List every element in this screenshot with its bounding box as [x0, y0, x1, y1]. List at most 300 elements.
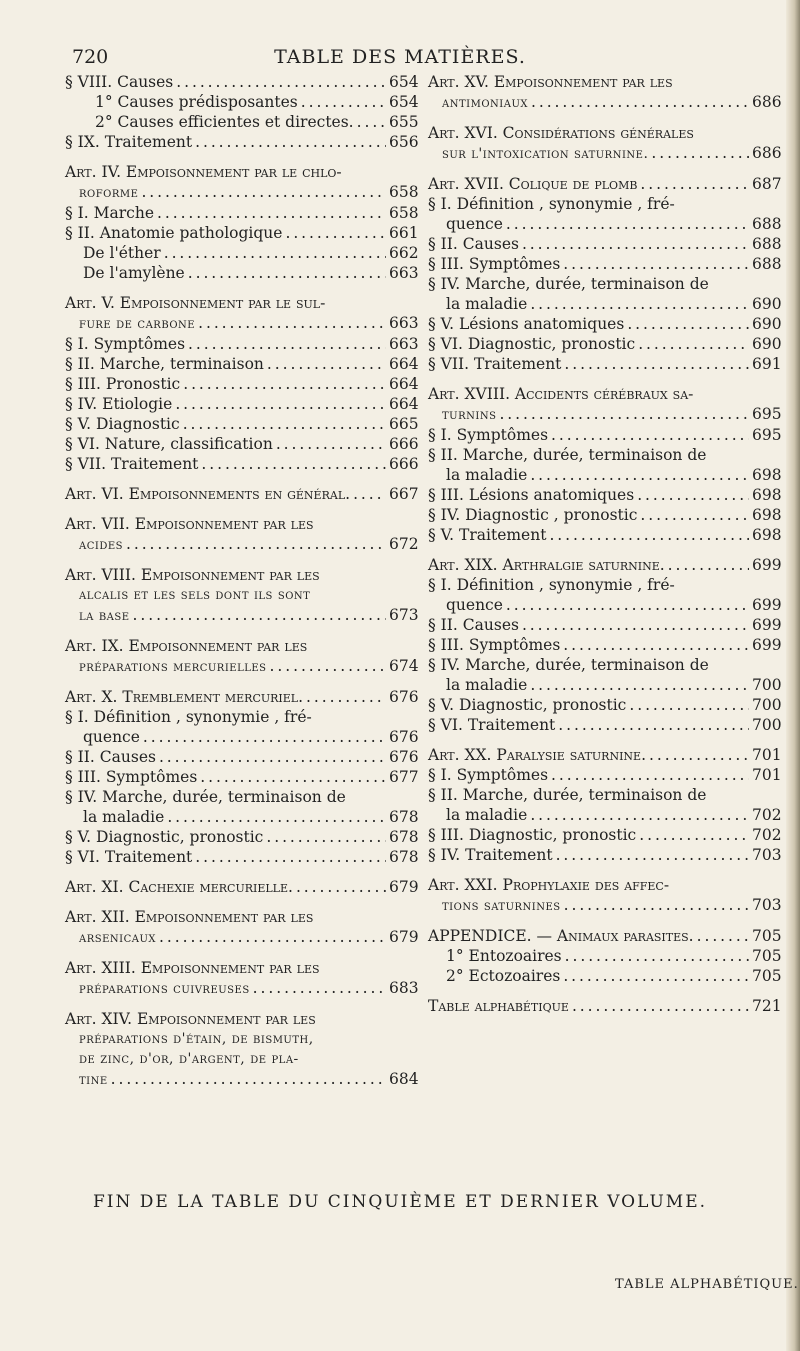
toc-entry — [65, 132, 419, 152]
article-title-line: Art. VIII. Empoisonnement par les — [65, 566, 320, 584]
page-ref: 687 — [752, 175, 782, 193]
leader-dots — [556, 845, 749, 865]
toc-row — [65, 374, 419, 394]
entry-label: § V. Lésions anatomiques — [428, 315, 625, 333]
entry-label: § V. Diagnostic, pronostic — [65, 828, 264, 846]
toc-entry — [65, 827, 419, 847]
toc-row — [428, 996, 782, 1016]
article-title: arsenicaux — [79, 930, 157, 946]
toc-row — [428, 895, 782, 916]
page-ref: 664 — [389, 375, 419, 393]
toc-row — [428, 404, 782, 425]
page-ref: 663 — [389, 264, 419, 282]
leader-dots — [640, 505, 749, 525]
toc-row — [65, 605, 419, 626]
article-title: APPENDICE. — Animaux parasites. — [428, 927, 694, 945]
toc-entry — [65, 394, 419, 414]
leader-dots — [651, 143, 749, 163]
page-ref: 705 — [752, 947, 782, 965]
leader-dots — [530, 294, 749, 314]
leader-dots — [133, 605, 386, 625]
toc-entry — [428, 72, 782, 113]
page-ref: 677 — [389, 768, 419, 786]
toc-entry — [428, 695, 782, 715]
page-ref: 662 — [389, 244, 419, 262]
entry-label: § VII. Traitement — [65, 455, 199, 473]
page-ref: 698 — [752, 486, 782, 504]
toc-entry — [65, 514, 419, 555]
toc-entry — [65, 636, 419, 677]
entry-label: § VII. Traitement — [428, 355, 562, 373]
article-title-line: Art. XVI. Considérations générales — [428, 124, 694, 142]
toc-row — [428, 845, 782, 865]
entry-label: § II. Anatomie pathologique — [65, 224, 283, 242]
toc-entry — [428, 926, 782, 946]
leader-dots — [195, 847, 386, 867]
toc-row — [428, 715, 782, 735]
entry-label: § V. Diagnostic — [65, 415, 180, 433]
entry-label: quence — [83, 728, 140, 746]
section-title-line: § II. Marche, durée, terminaison de — [428, 786, 707, 804]
toc-entry — [65, 747, 419, 767]
leader-dots — [198, 313, 386, 333]
toc-entry — [65, 1009, 419, 1090]
toc-entry — [428, 445, 782, 485]
page-ref: 702 — [752, 826, 782, 844]
toc-entry — [428, 765, 782, 785]
toc-entry — [65, 484, 419, 504]
leader-dots — [306, 687, 386, 707]
article-title: Art. XIX. Arthralgie saturnine. — [428, 556, 665, 574]
page-ref: 666 — [389, 455, 419, 473]
leader-dots — [285, 223, 386, 243]
entry-label: § I. Marche — [65, 204, 155, 222]
end-note: FIN DE LA TABLE DU CINQUIÈME ET DERNIER VOLUME. — [92, 1192, 708, 1212]
article-title: antimoniaux — [442, 95, 528, 111]
toc-entry — [428, 996, 782, 1016]
leader-dots — [167, 807, 386, 827]
entry-label: la maladie — [83, 808, 165, 826]
toc-entry — [65, 293, 419, 334]
toc-entry — [65, 565, 419, 626]
toc-row — [65, 847, 419, 867]
toc-row — [428, 695, 782, 715]
toc-row — [428, 615, 782, 635]
toc-entry — [65, 687, 419, 707]
toc-entry — [428, 575, 782, 615]
toc-entry — [65, 374, 419, 394]
section-title-line: § I. Définition , synonymie , fré- — [428, 195, 675, 213]
page-ref: 656 — [389, 133, 419, 151]
page-ref: 703 — [752, 896, 782, 914]
leader-dots — [270, 656, 386, 676]
article-title: Art. VI. Empoisonnements en général. — [65, 485, 351, 503]
leader-dots — [551, 765, 749, 785]
article-title-line: Art. XIV. Empoisonnement par les — [65, 1010, 316, 1028]
page-ref: 672 — [389, 535, 419, 553]
toc-entry — [65, 454, 419, 474]
page-ref: 654 — [389, 73, 419, 91]
toc-row — [428, 635, 782, 655]
page-ref: 695 — [752, 426, 782, 444]
page-ref: 658 — [389, 183, 419, 201]
toc-entry — [65, 767, 419, 787]
page-ref: 673 — [389, 606, 419, 624]
leader-dots — [637, 485, 749, 505]
page-ref: 663 — [389, 314, 419, 332]
article-title-line: Art. XII. Empoisonnement par les — [65, 908, 314, 926]
toc-row — [446, 966, 782, 986]
page-ref: 665 — [389, 415, 419, 433]
article-title: Art. X. Tremblement mercuriel. — [65, 688, 304, 706]
leader-dots — [267, 354, 386, 374]
toc-row — [65, 978, 419, 999]
toc-row — [65, 223, 419, 243]
leader-dots — [253, 978, 386, 998]
article-title-line: de zinc, d'or, d'argent, de pla- — [79, 1051, 299, 1067]
toc-row — [65, 827, 419, 847]
toc-row — [446, 946, 782, 966]
toc-entry — [65, 72, 419, 92]
page-ref: 698 — [752, 506, 782, 524]
toc-column-left — [65, 72, 419, 1090]
entry-label: § VI. Traitement — [428, 716, 556, 734]
toc-row — [428, 314, 782, 334]
page-ref: 674 — [389, 657, 419, 675]
entry-label: § II. Causes — [65, 748, 156, 766]
toc-row — [65, 313, 419, 334]
leader-dots — [266, 827, 386, 847]
toc-entry — [428, 314, 782, 334]
toc-entry — [428, 845, 782, 865]
page-ref: 679 — [389, 878, 419, 896]
article-title-line: Art. XV. Empoisonnement par les — [428, 73, 673, 91]
page-ref: 678 — [389, 828, 419, 846]
section-title-line: § IV. Marche, durée, terminaison de — [428, 656, 709, 674]
leader-dots — [506, 595, 749, 615]
page-ref: 683 — [389, 979, 419, 997]
leader-dots — [627, 314, 749, 334]
page-ref: 676 — [389, 688, 419, 706]
page-ref: 664 — [389, 355, 419, 373]
toc-entry — [428, 274, 782, 314]
leader-dots — [357, 112, 386, 132]
article-title: Art. XX. Paralysie saturnine. — [428, 746, 647, 764]
toc-row — [65, 534, 419, 555]
leader-dots — [200, 767, 386, 787]
article-title-line: alcalis et les sels dont ils sont — [79, 587, 311, 603]
page-header — [0, 46, 800, 70]
toc-entry — [428, 655, 782, 695]
page-ref: 690 — [752, 315, 782, 333]
page-ref: 691 — [752, 355, 782, 373]
leader-dots — [201, 454, 386, 474]
toc-entry — [65, 92, 419, 112]
toc-row — [83, 263, 419, 283]
leader-dots — [188, 263, 386, 283]
page-ref: 678 — [389, 848, 419, 866]
page-ref: 658 — [389, 204, 419, 222]
article-title: préparations cuivreuses — [79, 981, 250, 997]
toc-row — [65, 454, 419, 474]
page-ref: 721 — [752, 997, 782, 1015]
toc-row — [65, 687, 419, 707]
section-title-line: § II. Marche, durée, terminaison de — [428, 446, 707, 464]
toc-entry — [65, 787, 419, 827]
toc-entry — [65, 162, 419, 203]
toc-row — [65, 182, 419, 203]
section-title-line: § IV. Marche, durée, terminaison de — [428, 275, 709, 293]
page-ref: 699 — [752, 596, 782, 614]
article-title-line: Art. V. Empoisonnement par le sul- — [65, 294, 326, 312]
leader-dots — [530, 805, 749, 825]
page-ref: 702 — [752, 806, 782, 824]
toc-row — [428, 805, 782, 825]
leader-dots — [143, 727, 386, 747]
toc-row — [428, 485, 782, 505]
toc-row — [428, 595, 782, 615]
entry-label: § IV. Etiologie — [65, 395, 173, 413]
page-ref: 699 — [752, 616, 782, 634]
leader-dots — [126, 534, 386, 554]
page-ref: 705 — [752, 967, 782, 985]
page-ref: 686 — [752, 144, 782, 162]
toc-entry — [65, 434, 419, 454]
entry-label: § VI. Nature, classification — [65, 435, 273, 453]
entry-label: § III. Symptômes — [428, 636, 561, 654]
page-ref: 679 — [389, 928, 419, 946]
toc-row — [65, 414, 419, 434]
toc-entry — [428, 615, 782, 635]
toc-row — [428, 745, 782, 765]
entry-label: § I. Symptômes — [428, 766, 549, 784]
entry-label: § II. Causes — [428, 235, 519, 253]
entry-label: § VIII. Causes — [65, 73, 174, 91]
toc-row — [83, 243, 419, 263]
page-edge-shadow — [786, 0, 800, 1351]
leader-dots — [276, 434, 386, 454]
article-title-line: Art. XIII. Empoisonnement par les — [65, 959, 320, 977]
toc-row — [65, 727, 419, 747]
page-ref: 667 — [389, 485, 419, 503]
leader-dots — [640, 174, 749, 194]
toc-row — [95, 112, 419, 132]
page-ref: 663 — [389, 335, 419, 353]
toc-entry — [428, 505, 782, 525]
article-title: Art. XI. Cachexie mercurielle. — [65, 878, 293, 896]
toc-entry — [65, 243, 419, 263]
entry-label: 2° Ectozoaires — [446, 967, 561, 985]
toc-row — [95, 92, 419, 112]
leader-dots — [558, 715, 749, 735]
entry-label: 1° Entozoaires — [446, 947, 562, 965]
article-title-line: Art. VII. Empoisonnement par les — [65, 515, 314, 533]
entry-label: § IX. Traitement — [65, 133, 193, 151]
toc-row — [428, 294, 782, 314]
toc-entry — [428, 555, 782, 575]
toc-entry — [428, 254, 782, 274]
toc-entry — [65, 112, 419, 132]
article-title: acides — [79, 537, 123, 553]
page-number: 720 — [72, 46, 109, 68]
toc-row — [65, 434, 419, 454]
leader-dots — [551, 425, 749, 445]
page-ref: 678 — [389, 808, 419, 826]
toc-entry — [428, 525, 782, 545]
catchword: TABLE ALPHABÉTIQUE. — [615, 1277, 799, 1292]
section-title-line: § I. Définition , synonymie , fré- — [65, 708, 312, 726]
entry-label: la maladie — [446, 806, 528, 824]
leader-dots — [522, 615, 749, 635]
page-ref: 655 — [389, 113, 419, 131]
article-title: fure de carbone — [79, 316, 196, 332]
entry-label: la maladie — [446, 466, 528, 484]
leader-dots — [522, 234, 749, 254]
page-ref: 688 — [752, 255, 782, 273]
page-ref: 654 — [389, 93, 419, 111]
toc-entry — [428, 485, 782, 505]
toc-row — [65, 484, 419, 504]
page-ref: 666 — [389, 435, 419, 453]
toc-row — [65, 334, 419, 354]
toc-column-right — [428, 72, 782, 1016]
page-ref: 686 — [752, 93, 782, 111]
toc-row — [65, 747, 419, 767]
leader-dots — [668, 555, 749, 575]
leader-dots — [301, 92, 386, 112]
leader-dots — [141, 182, 386, 202]
page-ref: 676 — [389, 728, 419, 746]
leader-dots — [183, 414, 386, 434]
entry-label: 2° Causes efficientes et directes. — [95, 113, 354, 131]
toc-entry — [428, 425, 782, 445]
toc-entry — [428, 123, 782, 164]
leader-dots — [563, 966, 749, 986]
leader-dots — [572, 996, 749, 1016]
article-title: sur l'intoxication saturnine. — [442, 146, 649, 162]
page-ref: 699 — [752, 556, 782, 574]
leader-dots — [175, 394, 386, 414]
leader-dots — [531, 92, 749, 112]
article-title: la base — [79, 608, 130, 624]
toc-row — [65, 394, 419, 414]
toc-entry — [428, 785, 782, 825]
entry-label: De l'amylène — [83, 264, 185, 282]
leader-dots — [563, 254, 749, 274]
page-ref: 700 — [752, 716, 782, 734]
toc-row — [428, 825, 782, 845]
page-ref: 698 — [752, 466, 782, 484]
toc-row — [428, 354, 782, 374]
toc-entry — [428, 334, 782, 354]
toc-row — [428, 675, 782, 695]
entry-label: quence — [446, 596, 503, 614]
toc-entry — [428, 715, 782, 735]
toc-entry — [65, 263, 419, 283]
toc-entry — [428, 946, 782, 966]
toc-entry — [428, 745, 782, 765]
page-ref: 700 — [752, 676, 782, 694]
leader-dots — [188, 334, 386, 354]
page-ref: 676 — [389, 748, 419, 766]
leader-dots — [164, 243, 386, 263]
entry-label: § I. Symptômes — [65, 335, 186, 353]
leader-dots — [353, 484, 386, 504]
page-ref: 690 — [752, 335, 782, 353]
article-title: préparations mercurielles — [79, 659, 267, 675]
toc-entry — [65, 354, 419, 374]
toc-row — [428, 214, 782, 234]
entry-label: § V. Diagnostic, pronostic — [428, 696, 627, 714]
toc-entry — [65, 958, 419, 999]
page-ref: 664 — [389, 395, 419, 413]
page-ref: 695 — [752, 405, 782, 423]
toc-row — [428, 555, 782, 575]
entry-label: § II. Causes — [428, 616, 519, 634]
toc-row — [428, 254, 782, 274]
entry-label: § IV. Diagnostic , pronostic — [428, 506, 638, 524]
page-ref: 701 — [752, 766, 782, 784]
article-title: tine — [79, 1072, 108, 1088]
toc-entry — [428, 966, 782, 986]
leader-dots — [499, 404, 749, 424]
leader-dots — [564, 354, 749, 374]
toc-row — [65, 132, 419, 152]
article-title-line: Art. IX. Empoisonnement par les — [65, 637, 308, 655]
leader-dots — [195, 132, 386, 152]
page-ref: 703 — [752, 846, 782, 864]
toc-row — [428, 505, 782, 525]
leader-dots — [157, 203, 386, 223]
entry-label: 1° Causes prédisposantes — [95, 93, 298, 111]
toc-row — [428, 334, 782, 354]
article-title-line: Art. XXI. Prophylaxie des affec- — [428, 876, 670, 894]
running-title: TABLE DES MATIÈRES. — [274, 46, 526, 68]
leader-dots — [183, 374, 386, 394]
article-title-line: Art. IV. Empoisonnement par le chlo- — [65, 163, 342, 181]
leader-dots — [296, 877, 386, 897]
leader-dots — [159, 747, 386, 767]
leader-dots — [649, 745, 749, 765]
section-title-line: § I. Définition , synonymie , fré- — [428, 576, 675, 594]
page-ref: 684 — [389, 1070, 419, 1088]
entry-label: § VI. Diagnostic, pronostic — [428, 335, 636, 353]
toc-entry — [428, 384, 782, 425]
toc-row — [428, 525, 782, 545]
page-ref: 699 — [752, 636, 782, 654]
toc-row — [428, 465, 782, 485]
toc-entry — [428, 825, 782, 845]
article-title: turnins — [442, 407, 497, 423]
toc-row — [428, 174, 782, 194]
toc-row — [65, 1069, 419, 1090]
page-ref: 705 — [752, 927, 782, 945]
entry-label: § IV. Traitement — [428, 846, 553, 864]
page-ref: 701 — [752, 746, 782, 764]
page-ref: 688 — [752, 215, 782, 233]
page-ref: 688 — [752, 235, 782, 253]
toc-entry — [65, 203, 419, 223]
leader-dots — [176, 72, 386, 92]
leader-dots — [638, 334, 749, 354]
leader-dots — [111, 1069, 386, 1089]
entry-label: § III. Diagnostic, pronostic — [428, 826, 637, 844]
toc-entry — [428, 234, 782, 254]
entry-label: § III. Symptômes — [65, 768, 198, 786]
page-ref: 690 — [752, 295, 782, 313]
toc-entry — [65, 414, 419, 434]
entry-label: § III. Lésions anatomiques — [428, 486, 635, 504]
